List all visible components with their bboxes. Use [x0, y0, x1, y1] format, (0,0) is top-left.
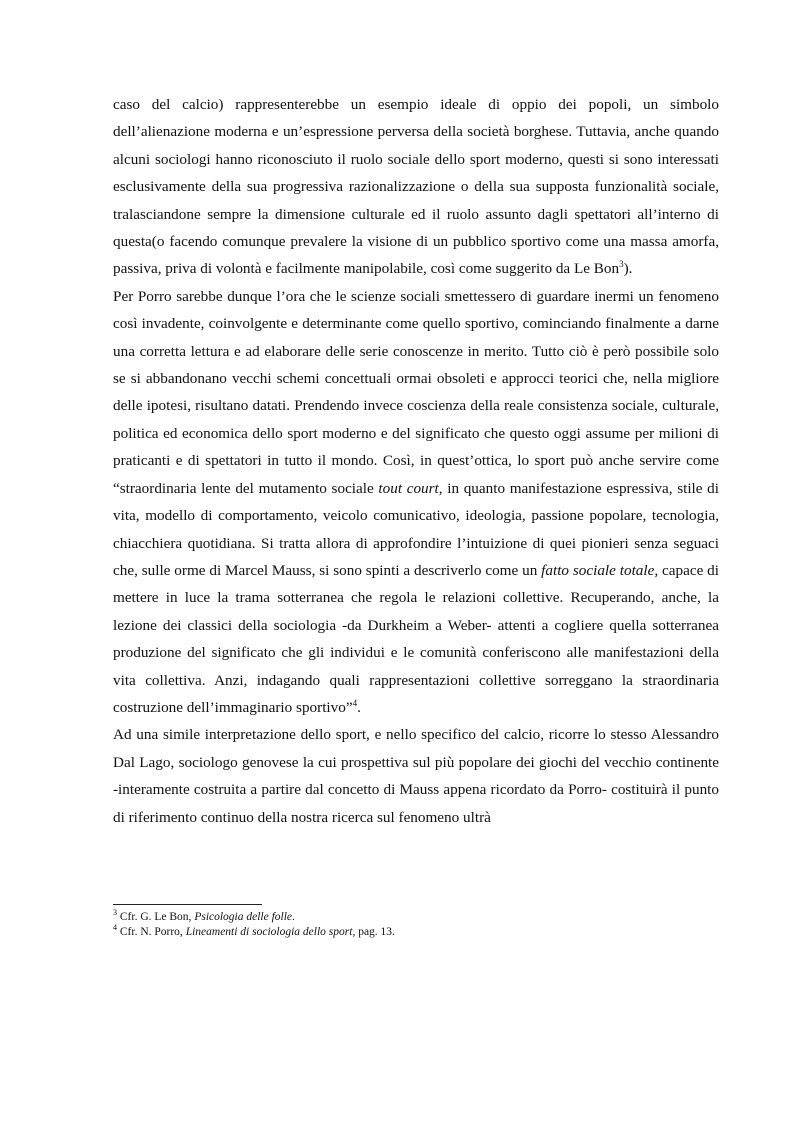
footnotes	[113, 910, 719, 940]
italic-term: fatto sociale totale	[541, 561, 655, 579]
paragraph	[113, 721, 719, 831]
paragraph-text: Ad una simile interpretazione dello sport, e nello specifico del calcio, ricorre lo stesso Alessandro Dal Lago, sociologo genovese la cui prospettiva sul più popolare dei giochi del vecchio continente -interamente costruita a partire dal concetto di Mauss appena ricordato da Porro- costituirà il punto di riferimento continuo della nostra ricerca sul fenomeno ultrà	[113, 726, 719, 826]
paragraph-text: , in quanto manifestazione espressiva, stile di vita, modello di comportamento, veicolo comunicativo, ideologia, passione popolare, tecnologia, chiacchiera quotidiana. Si tratta allora di approfondire l’intuizione di quei pionieri senza seguaci che, sulle orme di Marcel Mauss, si sono spinti a descriverlo come un	[113, 479, 719, 579]
body-text	[113, 91, 719, 831]
footnote-ref: 4	[352, 697, 358, 708]
footnote-number: 4	[113, 923, 117, 933]
footnote-text: .	[292, 911, 295, 923]
footnote-text: Cfr. N. Porro,	[117, 926, 186, 938]
footnote	[113, 925, 719, 940]
paragraph-text: Per Porro sarebbe dunque l’ora che le scienze sociali smettessero di guardare inermi un fenomeno così invadente, coinvolgente e determinante come quello sportivo, cominciando finalmente a darne una corretta lettura e ad elaborare delle serie conoscenze in merito. Tutto ciò è però possibile solo se si abbandonano vecchi schemi concettuali ormai obsoleti e approcci teorici che, nella migliore delle ipotesi, risultano datati. Prendendo invece coscienza della reale consistenza sociale, culturale, politica ed economica dello sport moderno e del significato che questo oggi assume per milioni di praticanti e di spettatori in tutto il mondo. Così, in quest’ottica, lo sport può anche servire come “straordinaria lente del mutamento sociale	[113, 287, 719, 497]
footnote-ref: 3	[619, 259, 624, 270]
paragraph	[113, 283, 719, 722]
footnote-title: Psicologia delle folle	[194, 911, 293, 923]
footnote	[113, 910, 719, 925]
paragraph-text: ).	[623, 260, 633, 278]
footnote-text: , pag. 13.	[352, 926, 395, 938]
footnote-text: Cfr. G. Le Bon,	[117, 911, 195, 923]
paragraph-text: , capace di mettere in luce la trama sotterranea che regola le relazioni collettive. Recuperando, anche, la lezione dei classici della sociologia -da Durkheim a Weber- attenti a cogliere quella sotterranea produzione del significato che gli individui e le comunità conferiscono alle manifestazioni della vita collettiva. Anzi, indagando quali rappresentazioni collettive sorreggano la straordinaria costruzione dell’immaginario sportivo”	[113, 561, 719, 716]
footnote-separator	[113, 904, 262, 905]
footnote-number: 3	[113, 908, 117, 918]
paragraph	[113, 91, 719, 283]
italic-term: tout court	[378, 479, 439, 497]
paragraph-text: caso del calcio) rappresenterebbe un esempio ideale di oppio dei popoli, un simbolo dell’alienazione moderna e un’espressione perversa della società borghese. Tuttavia, anche quando alcuni sociologi hanno riconosciuto il ruolo sociale dello sport moderno, questi si sono interessati esclusivamente della sua progressiva razionalizzazione o della sua supposta funzionalità sociale, tralasciandone sempre la dimensione culturale ed il ruolo assunto dagli spettatori all’interno di questa(o facendo comunque prevalere la visione di un pubblico sportivo come una massa amorfa, passiva, priva di volontà e facilmente manipolabile, così come suggerito da Le Bon	[113, 96, 719, 278]
paragraph-text: .	[357, 698, 361, 716]
footnote-title: Lineamenti di sociologia dello sport	[185, 926, 353, 938]
